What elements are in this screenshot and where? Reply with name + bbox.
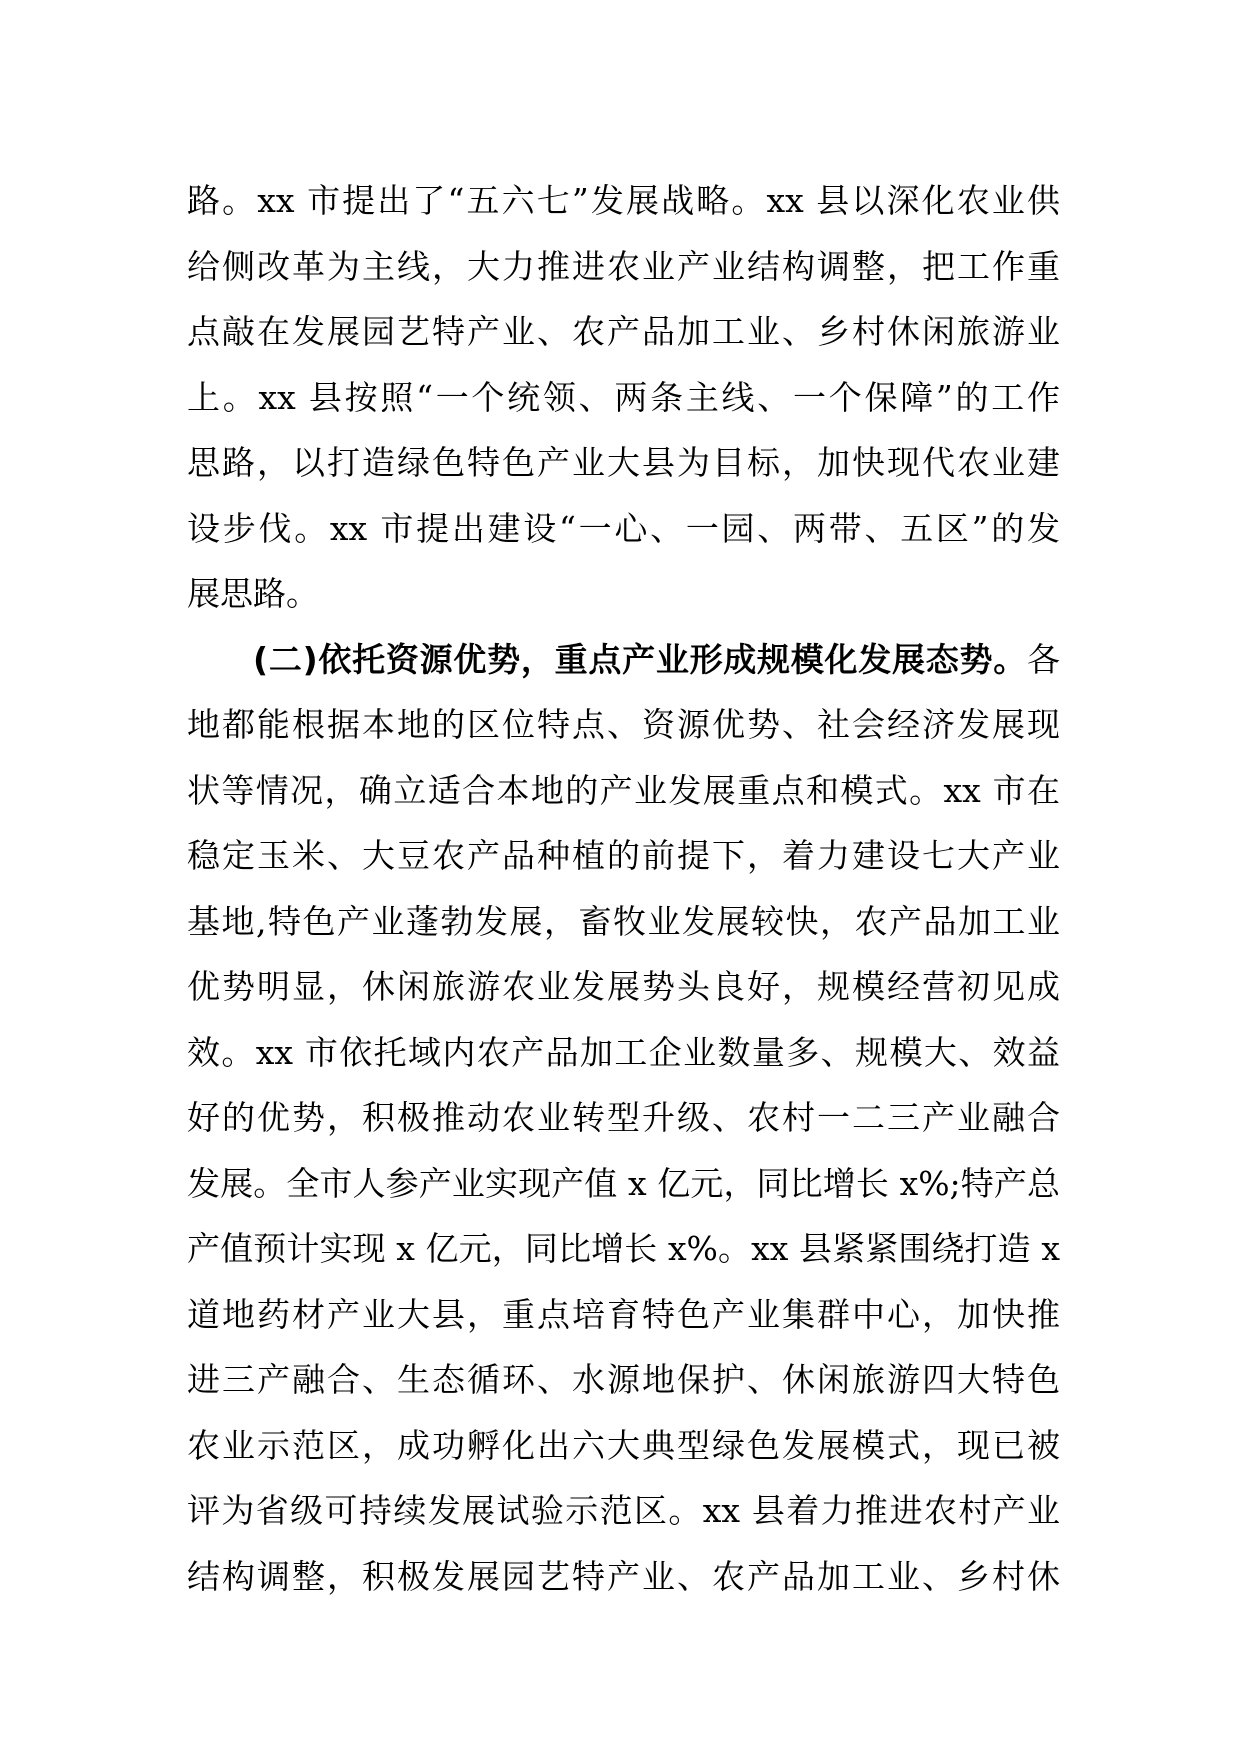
text-line: 基地,特色产业蓬勃发展，畜牧业发展较快，农产品加工业 bbox=[187, 901, 1060, 941]
text-line: 上。xx 县按照“一个统领、两条主线、一个保障”的工作 bbox=[187, 377, 1060, 417]
text-line: 思路，以打造绿色特色产业大县为目标，加快现代农业建 bbox=[187, 443, 1060, 482]
text-line: 进三产融合、生态循环、水源地保护、休闲旅游四大特色 bbox=[187, 1360, 1060, 1399]
text-line: 道地药材产业大县，重点培育特色产业集群中心，加快推 bbox=[187, 1294, 1060, 1334]
heading-line-tail: 各 bbox=[1027, 639, 1060, 679]
paragraph-1 bbox=[187, 168, 1060, 627]
text-line: 发展。全市人参产业实现产值 x 亿元，同比增长 x%;特产总 bbox=[187, 1163, 1060, 1203]
text-line: 点敲在发展园艺特产业、农产品加工业、乡村休闲旅游业 bbox=[187, 312, 1060, 351]
text-line: 稳定玉米、大豆农产品种植的前提下，着力建设七大产业 bbox=[187, 836, 1060, 875]
text-line: 优势明显，休闲旅游农业发展势头良好，规模经营初见成 bbox=[187, 967, 1060, 1006]
text-line: 评为省级可持续发展试验示范区。xx 县着力推进农村产业 bbox=[187, 1491, 1060, 1530]
body-text bbox=[187, 168, 1060, 1609]
section-heading: (二)依托资源优势，重点产业形成规模化发展态势。 bbox=[253, 639, 1027, 679]
text-line: 展思路。 bbox=[187, 574, 319, 613]
text-line: 状等情况，确立适合本地的产业发展重点和模式。xx 市在 bbox=[187, 770, 1060, 810]
text-line: 好的优势，积极推动农业转型升级、农村一二三产业融合 bbox=[187, 1098, 1060, 1137]
text-line: 地都能根据本地的区位特点、资源优势、社会经济发展现 bbox=[187, 705, 1060, 744]
text-line: 效。xx 市依托域内农产品加工企业数量多、规模大、效益 bbox=[187, 1032, 1060, 1072]
text-line: 产值预计实现 x 亿元，同比增长 x%。xx 县紧紧围绕打造 x bbox=[187, 1229, 1060, 1268]
text-line: 结构调整，积极发展园艺特产业、农产品加工业、乡村休 bbox=[187, 1556, 1060, 1596]
text-line: 路。xx 市提出了“五六七”发展战略。xx 县以深化农业供 bbox=[187, 181, 1060, 220]
text-line: 给侧改革为主线，大力推进农业产业结构调整，把工作重 bbox=[187, 246, 1060, 286]
paragraph-2 bbox=[187, 627, 1060, 1610]
paragraph-heading-line bbox=[187, 627, 1060, 693]
text-line: 设步伐。xx 市提出建设“一心、一园、两带、五区”的发 bbox=[187, 508, 1060, 548]
text-line: 农业示范区，成功孵化出六大典型绿色发展模式，现已被 bbox=[187, 1425, 1060, 1465]
